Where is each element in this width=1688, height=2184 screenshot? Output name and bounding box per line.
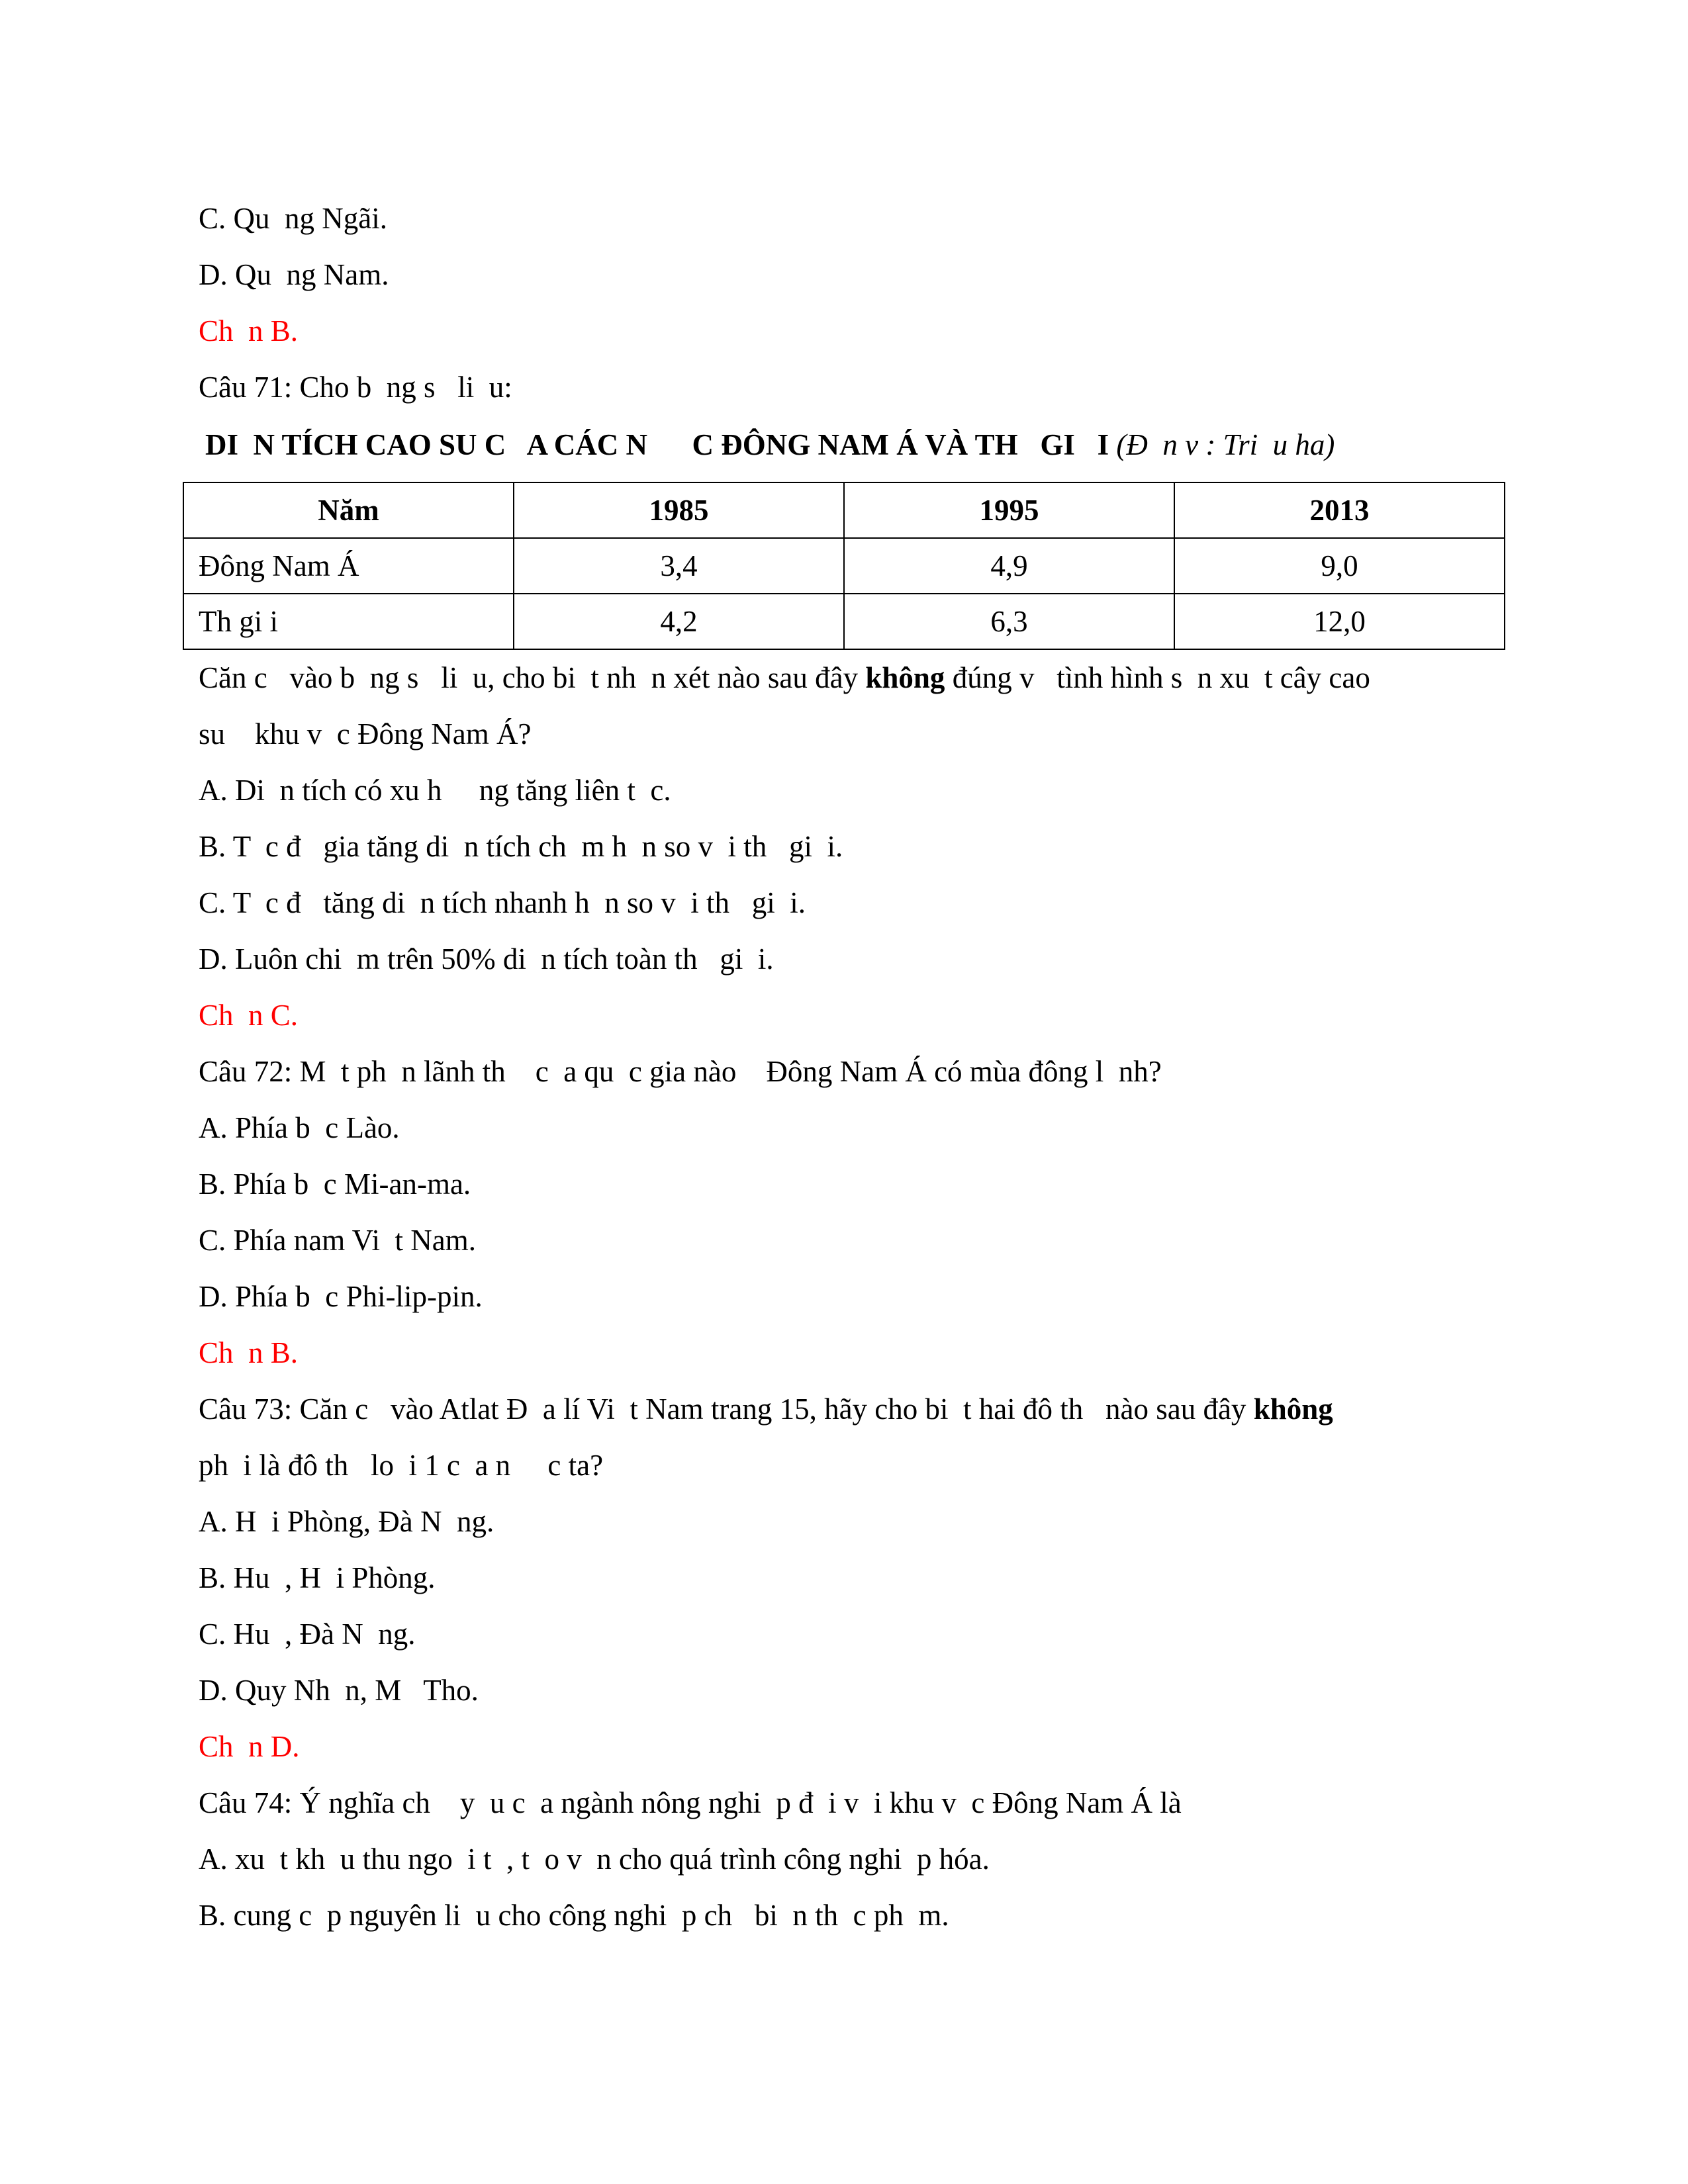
question-73-stem-line2: ph i là đô th lo i 1 c a n c ta?: [199, 1449, 604, 1482]
option-c-prev: C. Qu ng Ngãi.: [199, 202, 387, 235]
q73-option-b: B. Hu , H i Phòng.: [199, 1561, 436, 1594]
q72-answer: Ch n B.: [199, 1336, 299, 1369]
header-2013: 2013: [1174, 482, 1505, 538]
q72-option-a: A. Phía b c Lào.: [199, 1111, 400, 1144]
q71-stem-bold: không: [865, 661, 945, 694]
q71-stem-part-a: Căn c vào b ng s li u, cho bi t nh n xét nào sau đây: [199, 661, 866, 694]
q73-stem-part-a: Câu 73: Căn c vào Atlat Đ a lí Vi t Nam trang 15, hãy cho bi t hai đô th nào sau đây: [199, 1392, 1254, 1426]
header-1985: 1985: [514, 482, 844, 538]
q73-option-c: C. Hu , Đà N ng.: [199, 1617, 416, 1651]
q72-option-d: D. Phía b c Phi-lip-pin.: [199, 1280, 483, 1313]
header-1995: 1995: [844, 482, 1174, 538]
question-74-stem: Câu 74: Ý nghĩa ch y u c a ngành nông nghi p đ i v i khu v c Đông Nam Á là: [199, 1786, 1182, 1819]
table-cell: 4,2: [514, 594, 844, 649]
row-label-southeast-asia: Đông Nam Á: [183, 538, 514, 594]
q73-option-d: D. Quy Nh n, M Tho.: [199, 1674, 479, 1707]
table-cell: 4,9: [844, 538, 1174, 594]
table-cell: 6,3: [844, 594, 1174, 649]
q72-option-c: C. Phía nam Vi t Nam.: [199, 1224, 476, 1257]
question-73-stem: [199, 1390, 1333, 1428]
table-title-unit: (Đ n v : Tri u ha): [1116, 428, 1335, 461]
q71-stem-part-b: đúng v tình hình s n xu t cây cao: [945, 661, 1370, 694]
q71-option-c: C. T c đ tăng di n tích nhanh h n so v i th gi i.: [199, 886, 806, 919]
q72-option-b: B. Phía b c Mi-an-ma.: [199, 1167, 471, 1201]
q73-answer: Ch n D.: [199, 1730, 300, 1763]
table-row: [183, 538, 1505, 594]
data-table: [183, 482, 1505, 650]
question-72-stem: Câu 72: M t ph n lãnh th c a qu c gia nào Đông Nam Á có mùa đông l nh?: [199, 1055, 1162, 1088]
q71-option-d: D. Luôn chi m trên 50% di n tích toàn th gi i.: [199, 942, 774, 976]
table-cell: 12,0: [1174, 594, 1505, 649]
question-71-stem: [199, 659, 1370, 696]
header-year: Năm: [183, 482, 514, 538]
q71-answer: Ch n C.: [199, 999, 299, 1032]
q73-option-a: A. H i Phòng, Đà N ng.: [199, 1505, 494, 1538]
table-cell: 9,0: [1174, 538, 1505, 594]
table-row: [183, 594, 1505, 649]
table-header-row: [183, 482, 1505, 538]
table-cell: 3,4: [514, 538, 844, 594]
answer-prev: Ch n B.: [199, 314, 299, 347]
q73-stem-bold: không: [1253, 1392, 1333, 1426]
table-title-main: DI N TÍCH CAO SU C A CÁC N C ĐÔNG NAM Á VÀ TH GI I: [205, 428, 1109, 461]
question-71-intro: Câu 71: Cho b ng s li u:: [199, 371, 512, 404]
q71-option-a: A. Di n tích có xu h ng tăng liên t c.: [199, 774, 671, 807]
table-title: [205, 426, 1335, 463]
row-label-world: Th gi i: [183, 594, 514, 649]
q74-option-b: B. cung c p nguyên li u cho công nghi p ch bi n th c ph m.: [199, 1899, 949, 1932]
question-71-stem-line2: su khu v c Đông Nam Á?: [199, 717, 532, 751]
q74-option-a: A. xu t kh u thu ngo i t , t o v n cho quá trình công nghi p hóa.: [199, 1843, 990, 1876]
q71-option-b: B. T c đ gia tăng di n tích ch m h n so v i th gi i.: [199, 830, 843, 863]
option-d-prev: D. Qu ng Nam.: [199, 258, 389, 291]
